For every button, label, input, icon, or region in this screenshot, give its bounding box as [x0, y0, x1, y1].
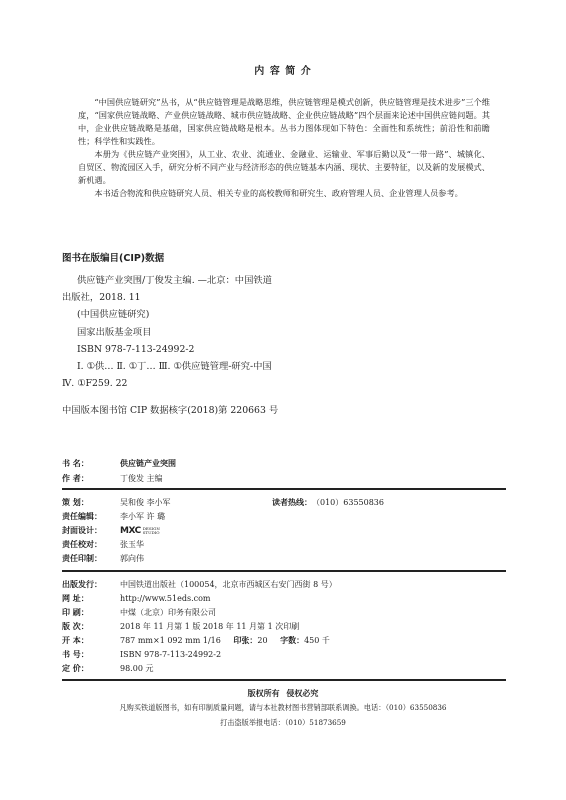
- editor-label: 责任编辑：: [62, 512, 102, 521]
- proof-value: 张玉华: [120, 540, 144, 549]
- planning-label: 策 划：: [62, 498, 89, 507]
- cover-design-logo-sub: DESIGN STUDIO: [142, 526, 160, 535]
- divider: [62, 488, 506, 490]
- divider: [62, 570, 506, 572]
- author-value: 丁俊发 主编: [120, 474, 163, 483]
- planning-value: 吴和俊 李小军: [120, 498, 171, 507]
- intro-paragraph: 本书适合物流和供应链研究人员、相关专业的高校教师和研究生、政府管理人员、企业管理人员参考。: [94, 188, 463, 198]
- price-value: 98.00 元: [120, 664, 154, 673]
- words-value: 450 千: [304, 636, 330, 645]
- divider: [62, 679, 506, 681]
- editor-value: 李小军 许 璐: [120, 512, 166, 521]
- cover-design-label: 封面设计：: [62, 526, 102, 535]
- publisher-row: [62, 579, 337, 590]
- print-supervisor-value: 郭向伟: [120, 554, 144, 563]
- printer-label: 印 刷：: [62, 608, 89, 617]
- cover-design-logo: MXC: [120, 526, 141, 536]
- book-title-label: 书 名：: [62, 459, 89, 468]
- cip-line: ISBN 978-7-113-24992-2: [77, 343, 195, 355]
- book-title-value: 供应链产业突围: [120, 459, 176, 468]
- price-row: [62, 663, 153, 674]
- edition-row: [62, 621, 299, 632]
- proof-row: [62, 539, 144, 550]
- cip-check-number: 中国版本图书馆 CIP 数据核字(2018)第 220663 号: [62, 405, 279, 416]
- website-row: [62, 593, 211, 604]
- edition-value: 2018 年 11 月第 1 版 2018 年 11 月第 1 次印刷: [120, 622, 300, 631]
- cip-line: 国家出版基金项目: [77, 326, 152, 338]
- editor-row: [62, 511, 165, 522]
- format-label: 开 本：: [62, 636, 89, 645]
- cip-line: Ⅳ. ①F259. 22: [62, 378, 128, 390]
- isbn-label: 书 号：: [62, 650, 89, 659]
- cover-design-row: [62, 525, 160, 536]
- print-supervisor-row: [62, 553, 144, 564]
- anti-piracy-hotline: 打击盗版举报电话：（010）51873659: [220, 718, 346, 727]
- edition-label: 版 次：: [62, 622, 89, 631]
- words-label: 字数：: [280, 636, 305, 645]
- website-value: http://www.51eds.com: [120, 594, 211, 603]
- author-row: [62, 473, 163, 484]
- planning-row: [62, 497, 171, 508]
- cip-line: 供应链产业突围/丁俊发主编. —北京：中国铁道: [77, 275, 272, 286]
- cip-line: Ⅰ. ①供… Ⅱ. ①丁… Ⅲ. ①供应链管理-研究-中国: [77, 361, 272, 373]
- printer-value: 中煤（北京）印务有限公司: [120, 608, 216, 617]
- reader-hotline-label: 读者热线：: [272, 498, 312, 507]
- copyright-notice: 版权所有 侵权必究: [247, 689, 319, 698]
- format-value: 787 mm×1 092 mm 1/16: [120, 636, 221, 645]
- reader-hotline-value: （010）63550836: [312, 498, 384, 507]
- quality-notice: 凡购买铁道版图书，如有印制质量问题，请与本社教材图书营销部联系调换。电话：（010）63550836: [119, 703, 447, 712]
- intro-text: [78, 96, 490, 200]
- format-row: [62, 635, 330, 646]
- website-label: 网 址：: [62, 594, 89, 603]
- book-title-row: [62, 458, 176, 469]
- isbn-row: [62, 649, 221, 660]
- printer-row: [62, 607, 216, 618]
- cip-title: 图书在版编目(CIP)数据: [62, 253, 165, 264]
- author-label: 作 者：: [62, 474, 89, 483]
- isbn-value: ISBN 978-7-113-24992-2: [120, 650, 222, 659]
- sheets-label: 印张：: [233, 636, 258, 645]
- cip-line: (中国供应链研究): [77, 309, 150, 321]
- publisher-label: 出版发行：: [62, 580, 102, 589]
- cip-record: [62, 272, 392, 392]
- intro-paragraph: 本册为《供应链产业突围》，从工业、农业、流通业、金融业、运输业、军事后勤以及“一带一路”、城镇化、自贸区、物流园区入手，研究分析不同产业与经济形态的供应链基本内涵、现状、主要特征，以及新的发展模式、新机遇。: [78, 149, 490, 185]
- publisher-value: 中国铁道出版社（100054，北京市西城区右安门西街 8 号）: [120, 580, 337, 589]
- intro-title: 内 容 简 介: [254, 66, 312, 77]
- print-supervisor-label: 责任印制：: [62, 554, 102, 563]
- sheets-value: 20: [257, 636, 268, 645]
- proof-label: 责任校对：: [62, 540, 102, 549]
- reader-hotline-row: [272, 497, 384, 508]
- intro-paragraph: “中国供应链研究”丛书，从“供应链管理是战略思维，供应链管理是模式创新，供应链管理是技术进步”三个维度，“国家供应链战略、产业供应链战略、城市供应链战略、企业供应链战略”四个层面来论述中国供应链问题。其中，企业供应链战略是基础，国家供应链战略是根本。丛书力图体现如下特色：全面性和系统性；前沿性和前瞻性；科学性和实践性。: [78, 97, 490, 146]
- cip-line: 出版社，2018. 11: [62, 292, 141, 304]
- price-label: 定 价：: [62, 664, 89, 673]
